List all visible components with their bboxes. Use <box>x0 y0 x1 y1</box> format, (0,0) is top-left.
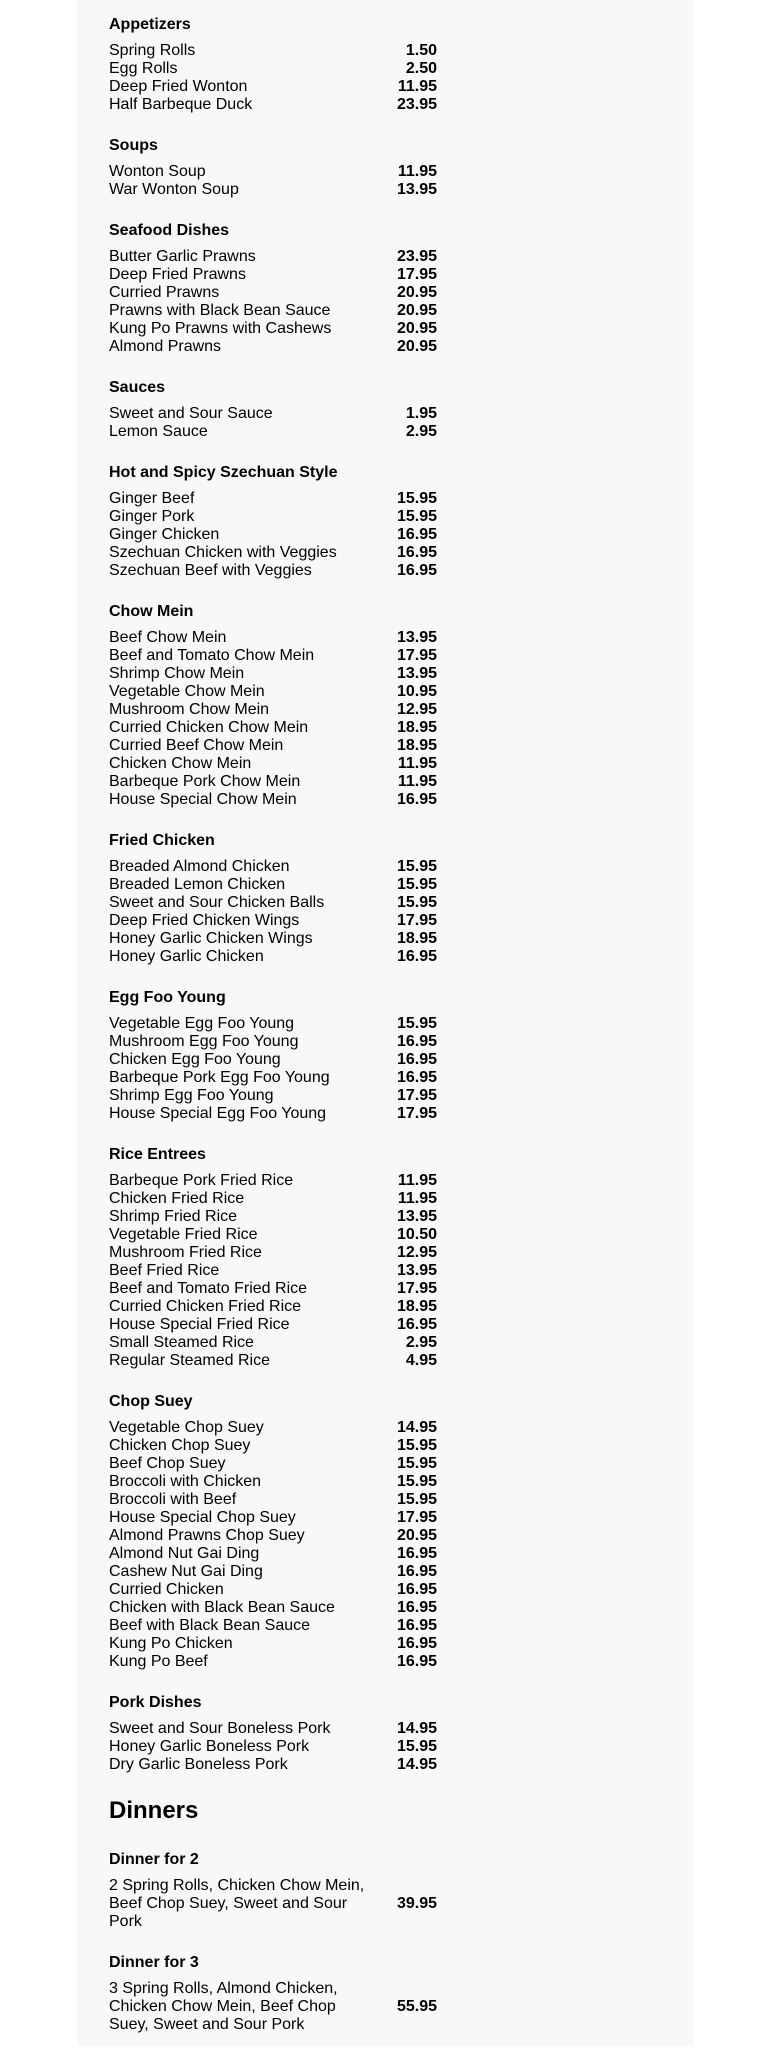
item-price: 15.95 <box>396 894 437 911</box>
menu-item <box>109 647 669 665</box>
item-name: Barbeque Pork Fried Rice <box>109 1172 294 1189</box>
menu-item <box>109 1437 669 1455</box>
dinner-section <box>109 1851 669 1931</box>
menu-item <box>109 405 669 423</box>
menu-item <box>109 1527 669 1545</box>
item-name: Beef Chop Suey <box>109 1455 226 1472</box>
item-price: 15.95 <box>396 1437 437 1454</box>
item-name: House Special Fried Rice <box>109 1316 290 1333</box>
menu-item <box>109 737 669 755</box>
item-price: 20.95 <box>396 1527 437 1544</box>
item-price: 15.95 <box>396 1491 437 1508</box>
menu-item <box>109 1208 669 1226</box>
item-price: 16.95 <box>396 1051 437 1068</box>
menu-item <box>109 163 669 181</box>
section-title: Sauces <box>109 379 166 396</box>
item-name: House Special Egg Foo Young <box>109 1105 327 1122</box>
menu-item <box>109 858 669 876</box>
item-price: 14.95 <box>396 1419 437 1436</box>
item-name: Shrimp Chow Mein <box>109 665 245 682</box>
item-name: Beef and Tomato Fried Rice <box>109 1280 308 1297</box>
menu-item <box>109 773 669 791</box>
item-price: 17.95 <box>396 1105 437 1122</box>
menu-item <box>109 1352 669 1370</box>
item-price: 4.95 <box>405 1352 437 1369</box>
menu-item <box>109 544 669 562</box>
item-name: Chicken with Black Bean Sauce <box>109 1599 335 1616</box>
item-price: 13.95 <box>396 181 437 198</box>
menu-item <box>109 1244 669 1262</box>
item-name: Vegetable Egg Foo Young <box>109 1015 295 1032</box>
item-price: 15.95 <box>396 1473 437 1490</box>
menu-item <box>109 302 669 320</box>
item-name: House Special Chow Mein <box>109 791 297 808</box>
item-name: Beef Fried Rice <box>109 1262 220 1279</box>
item-name: Barbeque Pork Chow Mein <box>109 773 301 790</box>
menu-section <box>109 1694 669 1774</box>
item-price: 1.50 <box>405 42 437 59</box>
menu-content <box>109 16 669 2057</box>
item-price: 2.95 <box>405 1334 437 1351</box>
menu-item <box>109 1563 669 1581</box>
menu-item <box>109 755 669 773</box>
item-name: Lemon Sauce <box>109 423 208 440</box>
section-title: Egg Foo Young <box>109 989 226 1006</box>
item-name: Butter Garlic Prawns <box>109 248 256 265</box>
item-price: 11.95 <box>397 1172 437 1189</box>
item-name: Mushroom Chow Mein <box>109 701 270 718</box>
dinner-price: 39.95 <box>396 1895 437 1912</box>
menu-item <box>109 894 669 912</box>
item-name: Small Steamed Rice <box>109 1334 254 1351</box>
menu-item <box>109 423 669 441</box>
item-name: Szechuan Chicken with Veggies <box>109 544 337 561</box>
item-price: 15.95 <box>396 858 437 875</box>
item-name: Regular Steamed Rice <box>109 1352 270 1369</box>
item-name: House Special Chop Suey <box>109 1509 296 1526</box>
item-name: Honey Garlic Boneless Pork <box>109 1738 310 1755</box>
item-name: Spring Rolls <box>109 42 196 59</box>
menu-item <box>109 1599 669 1617</box>
item-name: Ginger Pork <box>109 508 195 525</box>
item-name: Shrimp Fried Rice <box>109 1208 238 1225</box>
menu-item <box>109 791 669 809</box>
menu-item <box>109 338 669 356</box>
menu-section <box>109 464 669 580</box>
item-name: Kung Po Chicken <box>109 1635 233 1652</box>
menu-item <box>109 78 669 96</box>
item-name: Kung Po Beef <box>109 1653 208 1670</box>
item-name: Curried Chicken Fried Rice <box>109 1298 302 1315</box>
dinner-sections <box>109 1851 669 2034</box>
item-name: Prawns with Black Bean Sauce <box>109 302 331 319</box>
item-price: 11.95 <box>397 1190 437 1207</box>
menu-section <box>109 222 669 356</box>
item-price: 11.95 <box>397 773 437 790</box>
menu-item <box>109 1509 669 1527</box>
item-name: Broccoli with Beef <box>109 1491 237 1508</box>
item-name: Barbeque Pork Egg Foo Young <box>109 1069 330 1086</box>
menu-item <box>109 562 669 580</box>
item-price: 2.50 <box>405 60 437 77</box>
item-price: 20.95 <box>396 320 437 337</box>
menu-item <box>109 1051 669 1069</box>
menu-item <box>109 1334 669 1352</box>
menu-item <box>109 1033 669 1051</box>
item-name: Sweet and Sour Chicken Balls <box>109 894 325 911</box>
menu-item <box>109 181 669 199</box>
menu-item <box>109 665 669 683</box>
item-price: 2.95 <box>405 423 437 440</box>
menu-item <box>109 1720 669 1738</box>
menu-item <box>109 1756 669 1774</box>
menu-item <box>109 1653 669 1671</box>
item-name: Vegetable Fried Rice <box>109 1226 258 1243</box>
menu-item <box>109 629 669 647</box>
item-name: Mushroom Fried Rice <box>109 1244 262 1261</box>
item-name: Curried Beef Chow Mein <box>109 737 284 754</box>
item-price: 16.95 <box>396 1033 437 1050</box>
item-name: Honey Garlic Chicken Wings <box>109 930 313 947</box>
item-price: 16.95 <box>396 1617 437 1634</box>
menu-item <box>109 248 669 266</box>
menu-section <box>109 989 669 1123</box>
item-name: Almond Prawns <box>109 338 222 355</box>
item-name: Almond Prawns Chop Suey <box>109 1527 305 1544</box>
item-price: 16.95 <box>396 1069 437 1086</box>
item-price: 18.95 <box>396 1298 437 1315</box>
item-price: 15.95 <box>396 1455 437 1472</box>
menu-item <box>109 508 669 526</box>
item-price: 16.95 <box>396 1581 437 1598</box>
item-name: Deep Fried Wonton <box>109 78 248 95</box>
item-price: 16.95 <box>396 526 437 543</box>
menu-item <box>109 683 669 701</box>
section-title: Soups <box>109 137 158 154</box>
item-price: 17.95 <box>396 1087 437 1104</box>
item-price: 13.95 <box>396 665 437 682</box>
item-price: 13.95 <box>396 629 437 646</box>
item-price: 17.95 <box>396 1509 437 1526</box>
menu-section <box>109 1393 669 1671</box>
dinners-heading: Dinners <box>109 1797 199 1824</box>
item-price: 10.95 <box>396 683 437 700</box>
dinner-description: 3 Spring Rolls, Almond Chicken, Chicken Chow Mein, Beef Chop Suey, Sweet and Sour Pork <box>109 1980 338 2033</box>
menu-item <box>109 1617 669 1635</box>
item-name: Shrimp Egg Foo Young <box>109 1087 274 1104</box>
menu-item <box>109 96 669 114</box>
menu-item <box>109 1738 669 1756</box>
menu-page <box>77 0 693 2046</box>
menu-item <box>109 1419 669 1437</box>
menu-item <box>109 1226 669 1244</box>
dinner-item <box>109 1877 669 1931</box>
item-name: Beef and Tomato Chow Mein <box>109 647 315 664</box>
item-price: 17.95 <box>396 647 437 664</box>
item-name: Breaded Lemon Chicken <box>109 876 286 893</box>
menu-item <box>109 1069 669 1087</box>
item-price: 18.95 <box>396 719 437 736</box>
item-price: 12.95 <box>396 1244 437 1261</box>
item-name: Sweet and Sour Boneless Pork <box>109 1720 331 1737</box>
item-price: 20.95 <box>396 284 437 301</box>
dinner-price: 55.95 <box>396 1998 437 2015</box>
item-price: 15.95 <box>396 1738 437 1755</box>
item-name: Curried Prawns <box>109 284 220 301</box>
item-name: Almond Nut Gai Ding <box>109 1545 260 1562</box>
item-price: 10.50 <box>396 1226 437 1243</box>
item-price: 16.95 <box>396 1635 437 1652</box>
item-price: 18.95 <box>396 737 437 754</box>
item-price: 16.95 <box>396 1653 437 1670</box>
menu-item <box>109 1581 669 1599</box>
item-name: Sweet and Sour Sauce <box>109 405 273 422</box>
item-price: 17.95 <box>396 912 437 929</box>
menu-item <box>109 1316 669 1334</box>
item-name: Vegetable Chow Mein <box>109 683 265 700</box>
item-name: Vegetable Chop Suey <box>109 1419 264 1436</box>
menu-item <box>109 948 669 966</box>
item-price: 18.95 <box>396 930 437 947</box>
item-name: Egg Rolls <box>109 60 178 77</box>
menu-item <box>109 266 669 284</box>
dinner-title: Dinner for 3 <box>109 1954 199 1971</box>
item-price: 15.95 <box>396 876 437 893</box>
menu-item <box>109 1190 669 1208</box>
item-price: 15.95 <box>396 508 437 525</box>
menu-item <box>109 1298 669 1316</box>
section-title: Hot and Spicy Szechuan Style <box>109 464 338 481</box>
item-price: 16.95 <box>396 791 437 808</box>
item-price: 20.95 <box>396 302 437 319</box>
item-price: 16.95 <box>396 1599 437 1616</box>
item-price: 1.95 <box>405 405 437 422</box>
section-title: Chow Mein <box>109 603 194 620</box>
item-name: Half Barbeque Duck <box>109 96 253 113</box>
menu-section <box>109 1146 669 1370</box>
menu-item <box>109 42 669 60</box>
dinner-section <box>109 1954 669 2034</box>
menu-item <box>109 719 669 737</box>
menu-item <box>109 1087 669 1105</box>
item-price: 17.95 <box>396 1280 437 1297</box>
section-title: Seafood Dishes <box>109 222 230 239</box>
menu-item <box>109 1280 669 1298</box>
item-price: 16.95 <box>396 544 437 561</box>
menu-item <box>109 1015 669 1033</box>
item-name: Chicken Chow Mein <box>109 755 252 772</box>
menu-item <box>109 320 669 338</box>
item-name: Szechuan Beef with Veggies <box>109 562 312 579</box>
item-name: Chicken Chop Suey <box>109 1437 251 1454</box>
item-name: Dry Garlic Boneless Pork <box>109 1756 288 1773</box>
item-price: 16.95 <box>396 562 437 579</box>
item-price: 20.95 <box>396 338 437 355</box>
item-name: Honey Garlic Chicken <box>109 948 264 965</box>
item-name: Deep Fried Chicken Wings <box>109 912 300 929</box>
dinner-title: Dinner for 2 <box>109 1851 199 1868</box>
section-title: Rice Entrees <box>109 1146 206 1163</box>
item-name: Ginger Beef <box>109 490 195 507</box>
item-price: 14.95 <box>396 1720 437 1737</box>
menu-item <box>109 284 669 302</box>
item-name: Beef with Black Bean Sauce <box>109 1617 311 1634</box>
menu-section <box>109 603 669 809</box>
item-price: 15.95 <box>396 1015 437 1032</box>
item-name: Broccoli with Chicken <box>109 1473 262 1490</box>
menu-item <box>109 1105 669 1123</box>
item-name: Chicken Egg Foo Young <box>109 1051 281 1068</box>
menu-item <box>109 1635 669 1653</box>
item-price: 23.95 <box>396 248 437 265</box>
item-price: 11.95 <box>397 163 437 180</box>
menu-item <box>109 701 669 719</box>
menu-section <box>109 379 669 441</box>
section-title: Chop Suey <box>109 1393 193 1410</box>
section-title: Appetizers <box>109 16 191 33</box>
item-price: 16.95 <box>396 1563 437 1580</box>
item-price: 16.95 <box>396 1316 437 1333</box>
menu-item <box>109 912 669 930</box>
menu-item <box>109 490 669 508</box>
menu-item <box>109 526 669 544</box>
item-name: Beef Chow Mein <box>109 629 227 646</box>
menu-item <box>109 1172 669 1190</box>
item-name: Ginger Chicken <box>109 526 220 543</box>
item-name: Curried Chicken Chow Mein <box>109 719 309 736</box>
item-price: 12.95 <box>396 701 437 718</box>
item-price: 14.95 <box>396 1756 437 1773</box>
item-name: Breaded Almond Chicken <box>109 858 290 875</box>
item-name: Chicken Fried Rice <box>109 1190 245 1207</box>
menu-item <box>109 1473 669 1491</box>
item-price: 13.95 <box>396 1262 437 1279</box>
menu-sections <box>109 16 669 1774</box>
menu-item <box>109 60 669 78</box>
item-price: 11.95 <box>397 78 437 95</box>
item-price: 17.95 <box>396 266 437 283</box>
menu-section <box>109 137 669 199</box>
section-title: Pork Dishes <box>109 1694 202 1711</box>
section-title: Fried Chicken <box>109 832 215 849</box>
item-name: War Wonton Soup <box>109 181 239 198</box>
item-name: Wonton Soup <box>109 163 206 180</box>
menu-section <box>109 16 669 114</box>
menu-item <box>109 1262 669 1280</box>
menu-item <box>109 930 669 948</box>
dinner-item <box>109 1980 669 2034</box>
menu-item <box>109 1491 669 1509</box>
item-price: 23.95 <box>396 96 437 113</box>
item-price: 16.95 <box>396 948 437 965</box>
menu-item <box>109 876 669 894</box>
item-name: Mushroom Egg Foo Young <box>109 1033 299 1050</box>
item-price: 16.95 <box>396 1545 437 1562</box>
item-name: Kung Po Prawns with Cashews <box>109 320 332 337</box>
dinner-description: 2 Spring Rolls, Chicken Chow Mein, Beef Chop Suey, Sweet and Sour Pork <box>109 1877 365 1930</box>
menu-section <box>109 832 669 966</box>
item-price: 13.95 <box>396 1208 437 1225</box>
item-price: 15.95 <box>396 490 437 507</box>
menu-item <box>109 1545 669 1563</box>
item-name: Deep Fried Prawns <box>109 266 246 283</box>
item-name: Curried Chicken <box>109 1581 224 1598</box>
item-price: 11.95 <box>397 755 437 772</box>
item-name: Cashew Nut Gai Ding <box>109 1563 263 1580</box>
menu-item <box>109 1455 669 1473</box>
